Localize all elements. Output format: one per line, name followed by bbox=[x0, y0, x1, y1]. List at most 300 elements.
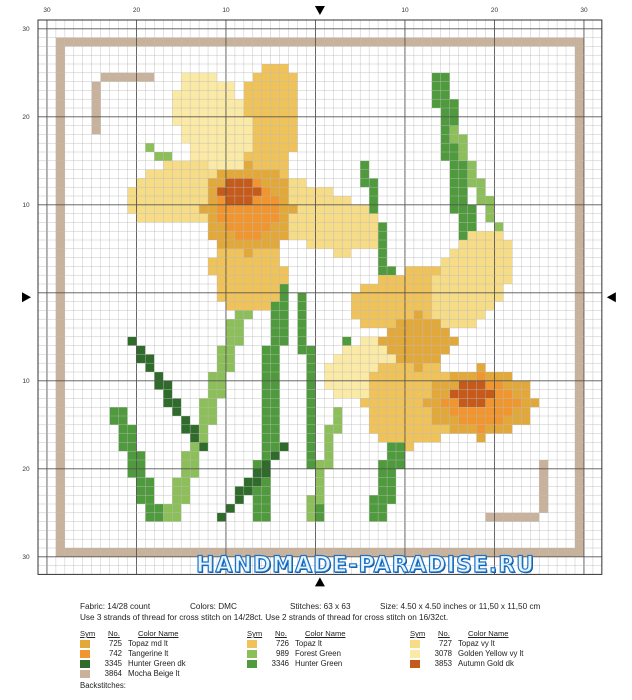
stitch-cell bbox=[477, 302, 486, 311]
stitch-cell bbox=[226, 363, 235, 372]
legend-row bbox=[80, 669, 180, 679]
stitch-cell bbox=[450, 319, 459, 328]
stitch-cell bbox=[56, 293, 65, 302]
top-axis-number: 10 bbox=[222, 7, 230, 14]
stitch-cell bbox=[441, 319, 450, 328]
stitch-cell bbox=[208, 390, 217, 399]
stitch-cell bbox=[575, 46, 584, 55]
stitch-cell bbox=[253, 82, 262, 91]
stitch-cell bbox=[459, 381, 468, 390]
stitch-cell bbox=[244, 478, 253, 487]
stitch-cell bbox=[280, 126, 289, 135]
stitch-cell bbox=[128, 548, 137, 557]
stitch-cell bbox=[172, 495, 181, 504]
stitch-cell bbox=[136, 346, 145, 355]
stitch-cell bbox=[172, 38, 181, 47]
stitch-cell bbox=[477, 178, 486, 187]
stitch-cell bbox=[280, 293, 289, 302]
stitch-cell bbox=[145, 486, 154, 495]
stitch-cell bbox=[468, 240, 477, 249]
stitch-cell bbox=[262, 73, 271, 82]
stitch-cell bbox=[128, 460, 137, 469]
stitch-cell bbox=[56, 240, 65, 249]
stitch-cell bbox=[342, 249, 351, 258]
stitch-cell bbox=[262, 354, 271, 363]
stitch-cell bbox=[235, 178, 244, 187]
stitch-cell bbox=[432, 38, 441, 47]
stitch-cell bbox=[145, 214, 154, 223]
stitch-cell bbox=[342, 381, 351, 390]
stitch-cell bbox=[280, 442, 289, 451]
stitch-cell bbox=[244, 152, 253, 161]
stitch-cell bbox=[226, 293, 235, 302]
stitch-cell bbox=[575, 249, 584, 258]
stitch-cell bbox=[56, 55, 65, 64]
stitch-cell bbox=[172, 170, 181, 179]
stitch-cell bbox=[459, 161, 468, 170]
stitch-cell bbox=[271, 161, 280, 170]
stitch-cell bbox=[83, 548, 92, 557]
stitch-cell bbox=[172, 478, 181, 487]
stitch-cell bbox=[575, 143, 584, 152]
stitch-cell bbox=[441, 390, 450, 399]
stitch-cell bbox=[396, 363, 405, 372]
stitch-cell bbox=[494, 266, 503, 275]
legend-header-name: Color Name bbox=[468, 629, 509, 638]
stitch-cell bbox=[360, 363, 369, 372]
stitch-cell bbox=[333, 354, 342, 363]
stitch-cell bbox=[262, 196, 271, 205]
stitch-cell bbox=[262, 126, 271, 135]
stitch-cell bbox=[351, 346, 360, 355]
stitch-cell bbox=[208, 231, 217, 240]
stitch-cell bbox=[145, 170, 154, 179]
stitch-cell bbox=[235, 231, 244, 240]
stitch-cell bbox=[450, 205, 459, 214]
top-axis-number: 20 bbox=[490, 7, 499, 14]
stitch-cell bbox=[575, 178, 584, 187]
stitch-cell bbox=[441, 143, 450, 152]
stitch-cell bbox=[307, 460, 316, 469]
stitch-cell bbox=[333, 372, 342, 381]
stitch-cell bbox=[262, 284, 271, 293]
stitch-cell bbox=[280, 90, 289, 99]
stitch-cell bbox=[110, 416, 119, 425]
stitch-cell bbox=[441, 152, 450, 161]
stitch-cell bbox=[145, 504, 154, 513]
stitch-cell bbox=[262, 381, 271, 390]
stitch-cell bbox=[333, 407, 342, 416]
stitch-cell bbox=[396, 302, 405, 311]
stitch-cell bbox=[172, 398, 181, 407]
stitch-cell bbox=[396, 284, 405, 293]
stitch-cell bbox=[235, 134, 244, 143]
stitch-cell bbox=[244, 302, 253, 311]
stitch-cell bbox=[199, 416, 208, 425]
stitch-cell bbox=[575, 522, 584, 531]
backstitches-label: Backstitches: bbox=[80, 681, 126, 690]
stitch-cell bbox=[530, 38, 539, 47]
stitch-cell bbox=[56, 152, 65, 161]
stitch-cell bbox=[405, 284, 414, 293]
stitch-cell bbox=[423, 381, 432, 390]
stitch-cell bbox=[253, 205, 262, 214]
stitch-cell bbox=[154, 170, 163, 179]
stitch-cell bbox=[271, 108, 280, 117]
stitch-cell bbox=[405, 337, 414, 346]
stitch-cell bbox=[56, 398, 65, 407]
stitch-cell bbox=[414, 390, 423, 399]
stitch-cell bbox=[333, 205, 342, 214]
stitch-cell bbox=[271, 178, 280, 187]
stitch-cell bbox=[342, 231, 351, 240]
stitch-cell bbox=[405, 416, 414, 425]
stitch-cell bbox=[486, 258, 495, 267]
stitch-cell bbox=[271, 170, 280, 179]
stitch-cell bbox=[432, 354, 441, 363]
stitch-cell bbox=[459, 249, 468, 258]
stitch-cell bbox=[172, 108, 181, 117]
stitch-cell bbox=[512, 390, 521, 399]
stitch-cell bbox=[244, 170, 253, 179]
stitch-cell bbox=[56, 460, 65, 469]
stitch-cell bbox=[459, 284, 468, 293]
stitch-cell bbox=[450, 134, 459, 143]
stitch-cell bbox=[217, 196, 226, 205]
stitch-cell bbox=[56, 249, 65, 258]
stitch-cell bbox=[459, 275, 468, 284]
stitch-cell bbox=[575, 530, 584, 539]
stitch-cell bbox=[575, 486, 584, 495]
stitch-cell bbox=[181, 117, 190, 126]
stitch-cell bbox=[199, 205, 208, 214]
stitch-cell bbox=[387, 372, 396, 381]
stitch-cell bbox=[468, 381, 477, 390]
stitch-cell bbox=[145, 205, 154, 214]
stitch-cell bbox=[199, 214, 208, 223]
stitch-cell bbox=[244, 187, 253, 196]
stitch-cell bbox=[324, 460, 333, 469]
stitch-cell bbox=[262, 249, 271, 258]
stitch-cell bbox=[56, 495, 65, 504]
stitch-cell bbox=[226, 38, 235, 47]
stitch-cell bbox=[56, 64, 65, 73]
stitch-cell bbox=[360, 354, 369, 363]
stitch-cell bbox=[56, 407, 65, 416]
stitch-cell bbox=[181, 486, 190, 495]
stitch-cell bbox=[378, 319, 387, 328]
stitch-cell bbox=[369, 398, 378, 407]
stitch-cell bbox=[307, 451, 316, 460]
top-axis-number: 20 bbox=[132, 7, 141, 14]
stitch-cell bbox=[110, 548, 119, 557]
stitch-cell bbox=[217, 354, 226, 363]
stitch-cell bbox=[298, 214, 307, 223]
stitch-cell bbox=[486, 398, 495, 407]
stitch-cell bbox=[217, 258, 226, 267]
stitch-cell bbox=[253, 240, 262, 249]
stitch-cell bbox=[298, 328, 307, 337]
stitch-cell bbox=[378, 249, 387, 258]
stitch-cell bbox=[56, 319, 65, 328]
stitch-cell bbox=[441, 328, 450, 337]
stitch-cell bbox=[387, 337, 396, 346]
stitch-cell bbox=[181, 161, 190, 170]
stitch-cell bbox=[262, 178, 271, 187]
stitch-cell bbox=[414, 38, 423, 47]
stitch-cell bbox=[136, 451, 145, 460]
stitch-cell bbox=[333, 196, 342, 205]
stitch-cell bbox=[575, 284, 584, 293]
stitch-cell bbox=[441, 372, 450, 381]
stitch-cell bbox=[441, 302, 450, 311]
stitch-cell bbox=[208, 398, 217, 407]
stitch-cell bbox=[369, 205, 378, 214]
stitch-cell bbox=[441, 126, 450, 135]
stitch-cell bbox=[360, 381, 369, 390]
stitch-cell bbox=[396, 310, 405, 319]
stitch-cell bbox=[208, 108, 217, 117]
stitch-cell bbox=[145, 495, 154, 504]
stitch-cell bbox=[199, 178, 208, 187]
stitch-cell bbox=[244, 126, 253, 135]
legend-number: 3853 bbox=[434, 659, 452, 668]
stitch-cell bbox=[459, 152, 468, 161]
legend-header-no: No. bbox=[275, 629, 287, 638]
stitch-cell bbox=[217, 231, 226, 240]
stitch-cell bbox=[423, 302, 432, 311]
stitch-cell bbox=[432, 90, 441, 99]
legend-number: 742 bbox=[108, 649, 122, 658]
stitch-cell bbox=[494, 407, 503, 416]
stitch-cell bbox=[575, 82, 584, 91]
legend-swatch bbox=[80, 650, 90, 658]
stitch-cell bbox=[342, 337, 351, 346]
stitch-cell bbox=[575, 434, 584, 443]
stitch-cell bbox=[575, 302, 584, 311]
stitch-cell bbox=[217, 99, 226, 108]
stitch-cell bbox=[351, 222, 360, 231]
stitch-cell bbox=[459, 416, 468, 425]
stitch-cell bbox=[396, 460, 405, 469]
stitch-cell bbox=[396, 425, 405, 434]
stitch-cell bbox=[432, 99, 441, 108]
stitch-cell bbox=[56, 284, 65, 293]
stitch-cell bbox=[423, 284, 432, 293]
stitch-cell bbox=[414, 337, 423, 346]
stitch-cell bbox=[414, 363, 423, 372]
stitch-cell bbox=[119, 38, 128, 47]
stitch-cell bbox=[369, 214, 378, 223]
stitch-cell bbox=[360, 240, 369, 249]
stitch-cell bbox=[307, 425, 316, 434]
stitch-cell bbox=[423, 293, 432, 302]
stitch-cell bbox=[307, 214, 316, 223]
stitch-cell bbox=[307, 346, 316, 355]
stitch-cell bbox=[423, 38, 432, 47]
stitch-cell bbox=[271, 319, 280, 328]
stitch-cell bbox=[271, 187, 280, 196]
stitch-cell bbox=[280, 302, 289, 311]
stitch-cell bbox=[396, 407, 405, 416]
legend-header-sym: Sym bbox=[247, 629, 263, 638]
stitch-cell bbox=[199, 425, 208, 434]
legend-color-name: Mocha Beige lt bbox=[128, 669, 180, 678]
stitch-cell bbox=[575, 513, 584, 522]
stitch-cell bbox=[441, 425, 450, 434]
stitch-cell bbox=[378, 460, 387, 469]
stitch-cell bbox=[128, 337, 137, 346]
stitch-cell bbox=[199, 38, 208, 47]
stitch-cell bbox=[414, 407, 423, 416]
stitch-cell bbox=[271, 152, 280, 161]
stitch-cell bbox=[378, 469, 387, 478]
stitch-cell bbox=[360, 222, 369, 231]
stitch-cell bbox=[110, 73, 119, 82]
stitch-cell bbox=[262, 152, 271, 161]
stitch-cell bbox=[253, 478, 262, 487]
stitch-cell bbox=[441, 381, 450, 390]
stitch-cell bbox=[539, 38, 548, 47]
stitch-cell bbox=[244, 231, 253, 240]
stitch-cell bbox=[324, 38, 333, 47]
stitch-cell bbox=[575, 117, 584, 126]
stitch-cell bbox=[468, 275, 477, 284]
stitch-cell bbox=[486, 214, 495, 223]
stitch-cell bbox=[289, 231, 298, 240]
stitch-cell bbox=[468, 178, 477, 187]
stitch-cell bbox=[307, 442, 316, 451]
stitch-cell bbox=[190, 187, 199, 196]
stitch-cell bbox=[450, 275, 459, 284]
stitch-cell bbox=[92, 117, 101, 126]
stitch-cell bbox=[298, 187, 307, 196]
legend-color-name: Hunter Green bbox=[295, 659, 343, 668]
stitch-cell bbox=[450, 416, 459, 425]
stitch-cell bbox=[262, 134, 271, 143]
stitch-cell bbox=[145, 187, 154, 196]
stitch-cell bbox=[262, 275, 271, 284]
legend-row bbox=[80, 649, 168, 659]
stitch-cell bbox=[136, 354, 145, 363]
stitch-cell bbox=[315, 240, 324, 249]
stitch-cell bbox=[298, 231, 307, 240]
stitch-cell bbox=[136, 460, 145, 469]
stitch-cell bbox=[432, 425, 441, 434]
stitch-cell bbox=[271, 328, 280, 337]
stitch-cell bbox=[315, 460, 324, 469]
stitch-cell bbox=[56, 266, 65, 275]
stitch-cell bbox=[235, 258, 244, 267]
stitch-cell bbox=[181, 178, 190, 187]
stitch-cell bbox=[56, 434, 65, 443]
stitch-cell bbox=[128, 451, 137, 460]
stitch-cell bbox=[414, 416, 423, 425]
stitch-cell bbox=[271, 372, 280, 381]
stitch-cell bbox=[575, 346, 584, 355]
stitch-cell bbox=[405, 346, 414, 355]
stitch-cell bbox=[557, 38, 566, 47]
stitch-cell bbox=[432, 337, 441, 346]
stitch-cell bbox=[503, 275, 512, 284]
stitch-cell bbox=[208, 117, 217, 126]
stitch-cell bbox=[154, 504, 163, 513]
stitch-cell bbox=[405, 363, 414, 372]
stitch-cell bbox=[450, 372, 459, 381]
stitch-cell bbox=[342, 240, 351, 249]
stitch-cell bbox=[136, 187, 145, 196]
stitch-cell bbox=[396, 275, 405, 284]
stitch-cell bbox=[307, 196, 316, 205]
stitch-cell bbox=[199, 117, 208, 126]
stitch-cell bbox=[271, 240, 280, 249]
stitch-cell bbox=[280, 134, 289, 143]
stitch-cell bbox=[360, 302, 369, 311]
stitch-cell bbox=[575, 170, 584, 179]
stitch-cell bbox=[253, 99, 262, 108]
stitch-cell bbox=[56, 302, 65, 311]
stitch-cell bbox=[369, 222, 378, 231]
stitch-cell bbox=[262, 363, 271, 372]
stitch-cell bbox=[56, 530, 65, 539]
stitch-cell bbox=[226, 117, 235, 126]
stitch-cell bbox=[387, 381, 396, 390]
stitch-cell bbox=[405, 275, 414, 284]
stitch-cell bbox=[423, 346, 432, 355]
stitch-cell bbox=[289, 187, 298, 196]
stitch-cell bbox=[432, 398, 441, 407]
stitch-cell bbox=[262, 170, 271, 179]
stitch-cell bbox=[226, 319, 235, 328]
stitch-cell bbox=[280, 99, 289, 108]
stitch-cell bbox=[271, 222, 280, 231]
stitch-cell bbox=[154, 178, 163, 187]
stitch-cell bbox=[136, 214, 145, 223]
stitch-cell bbox=[494, 284, 503, 293]
stitch-cell bbox=[253, 73, 262, 82]
stitch-cell bbox=[459, 425, 468, 434]
stitch-cell bbox=[181, 548, 190, 557]
stitch-cell bbox=[378, 513, 387, 522]
stitch-cell bbox=[217, 152, 226, 161]
stitch-cell bbox=[190, 82, 199, 91]
stitch-cell bbox=[369, 293, 378, 302]
stitch-cell bbox=[262, 266, 271, 275]
stitch-cell bbox=[378, 407, 387, 416]
stitch-cell bbox=[262, 240, 271, 249]
stitch-cell bbox=[226, 99, 235, 108]
stitch-cell bbox=[208, 82, 217, 91]
stitch-cell bbox=[432, 381, 441, 390]
stitch-cell bbox=[477, 434, 486, 443]
stitch-cell bbox=[494, 416, 503, 425]
stitch-cell bbox=[217, 82, 226, 91]
stitch-cell bbox=[217, 90, 226, 99]
stitch-cell bbox=[575, 196, 584, 205]
stitch-cell bbox=[199, 442, 208, 451]
stitch-cell bbox=[459, 231, 468, 240]
stitch-cell bbox=[289, 205, 298, 214]
stitch-cell bbox=[477, 425, 486, 434]
stitch-cell bbox=[307, 354, 316, 363]
stitch-cell bbox=[262, 90, 271, 99]
stitch-cell bbox=[226, 143, 235, 152]
stitch-cell bbox=[253, 222, 262, 231]
stitch-cell bbox=[414, 346, 423, 355]
stitch-cell bbox=[459, 266, 468, 275]
stitch-cell bbox=[56, 275, 65, 284]
stitch-cell bbox=[432, 73, 441, 82]
